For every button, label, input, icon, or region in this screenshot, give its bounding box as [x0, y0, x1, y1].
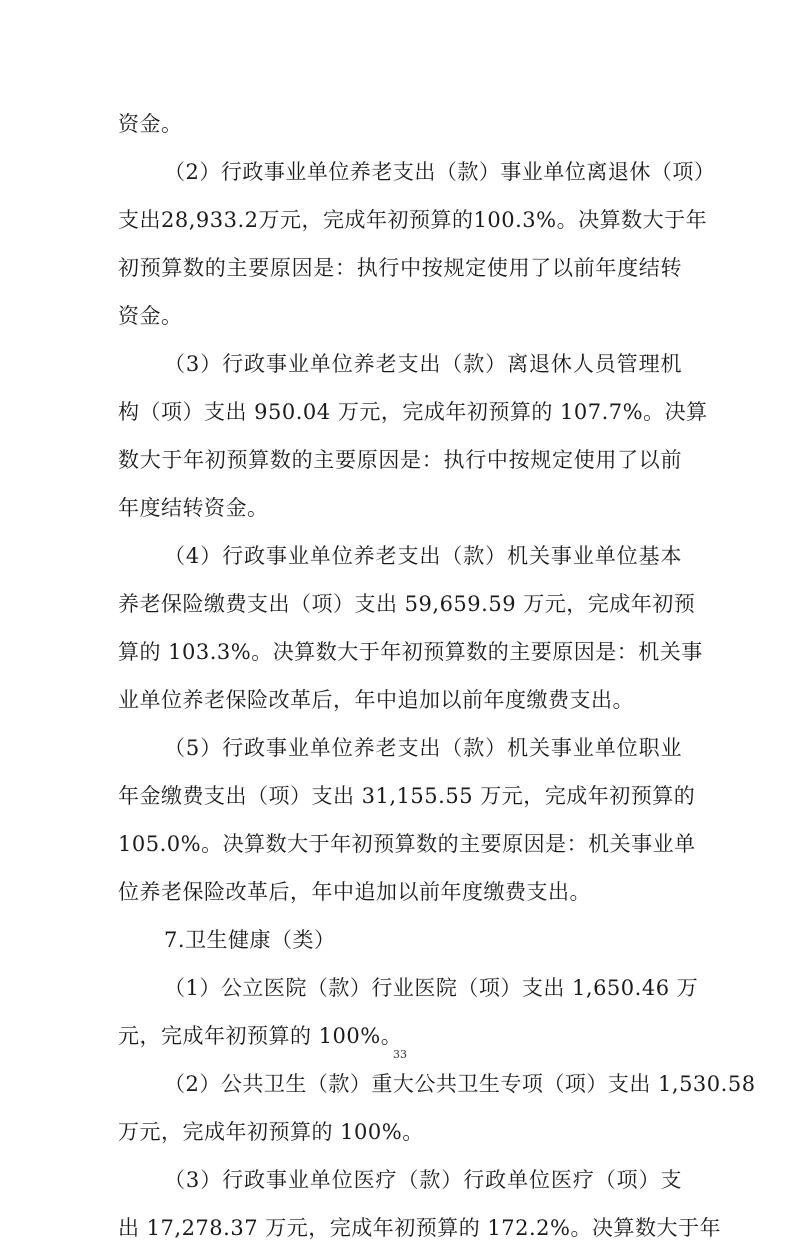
text-line: 年金缴费支出（项）支出 31,155.55 万元，完成年初预算的: [118, 784, 696, 808]
text-line: （4）行政事业单位养老支出（款）机关事业单位基本: [164, 544, 682, 568]
text-line: （5）行政事业单位养老支出（款）机关事业单位职业: [164, 736, 682, 760]
text-line: （3）行政事业单位医疗（款）行政单位医疗（项）支: [164, 1168, 682, 1192]
text-line: 构（项）支出 950.04 万元，完成年初预算的 107.7%。决算: [118, 400, 708, 424]
text-line: 初预算数的主要原因是：执行中按规定使用了以前年度结转: [118, 256, 682, 280]
text-line: （2）公共卫生（款）重大公共卫生专项（项）支出 1,530.58: [164, 1072, 756, 1096]
text-line: 支出28,933.2万元，完成年初预算的100.3%。决算数大于年: [118, 208, 708, 232]
text-line: 元，完成年初预算的 100%。: [118, 1024, 403, 1048]
text-line: 位养老保险改革后，年中追加以前年度缴费支出。: [118, 880, 591, 904]
text-line: （1）公立医院（款）行业医院（项）支出 1,650.46 万: [164, 976, 699, 1000]
text-line: 105.0%。决算数大于年初预算数的主要原因是：机关事业单: [118, 832, 696, 856]
body-text: [118, 100, 756, 1252]
text-line: 养老保险缴费支出（项）支出 59,659.59 万元，完成年初预: [118, 592, 696, 616]
text-line: （2）行政事业单位养老支出（款）事业单位离退休（项）: [164, 160, 716, 184]
text-line: 年度结转资金。: [118, 496, 269, 520]
section-heading: 7.卫生健康（类）: [164, 928, 336, 952]
text-line: 资金。: [118, 112, 183, 136]
text-line: 数大于年初预算数的主要原因是：执行中按规定使用了以前: [118, 448, 682, 472]
page-number: 33: [393, 1048, 407, 1061]
text-line: 资金。: [118, 304, 183, 328]
text-line: 算的 103.3%。决算数大于年初预算数的主要原因是：机关事: [118, 640, 703, 664]
text-line: 业单位养老保险改革后，年中追加以前年度缴费支出。: [118, 688, 634, 712]
text-line: （3）行政事业单位养老支出（款）离退休人员管理机: [164, 352, 682, 376]
text-line: 万元，完成年初预算的 100%。: [118, 1120, 424, 1144]
text-line: 出 17,278.37 万元，完成年初预算的 172.2%。决算数大于年: [118, 1216, 721, 1240]
